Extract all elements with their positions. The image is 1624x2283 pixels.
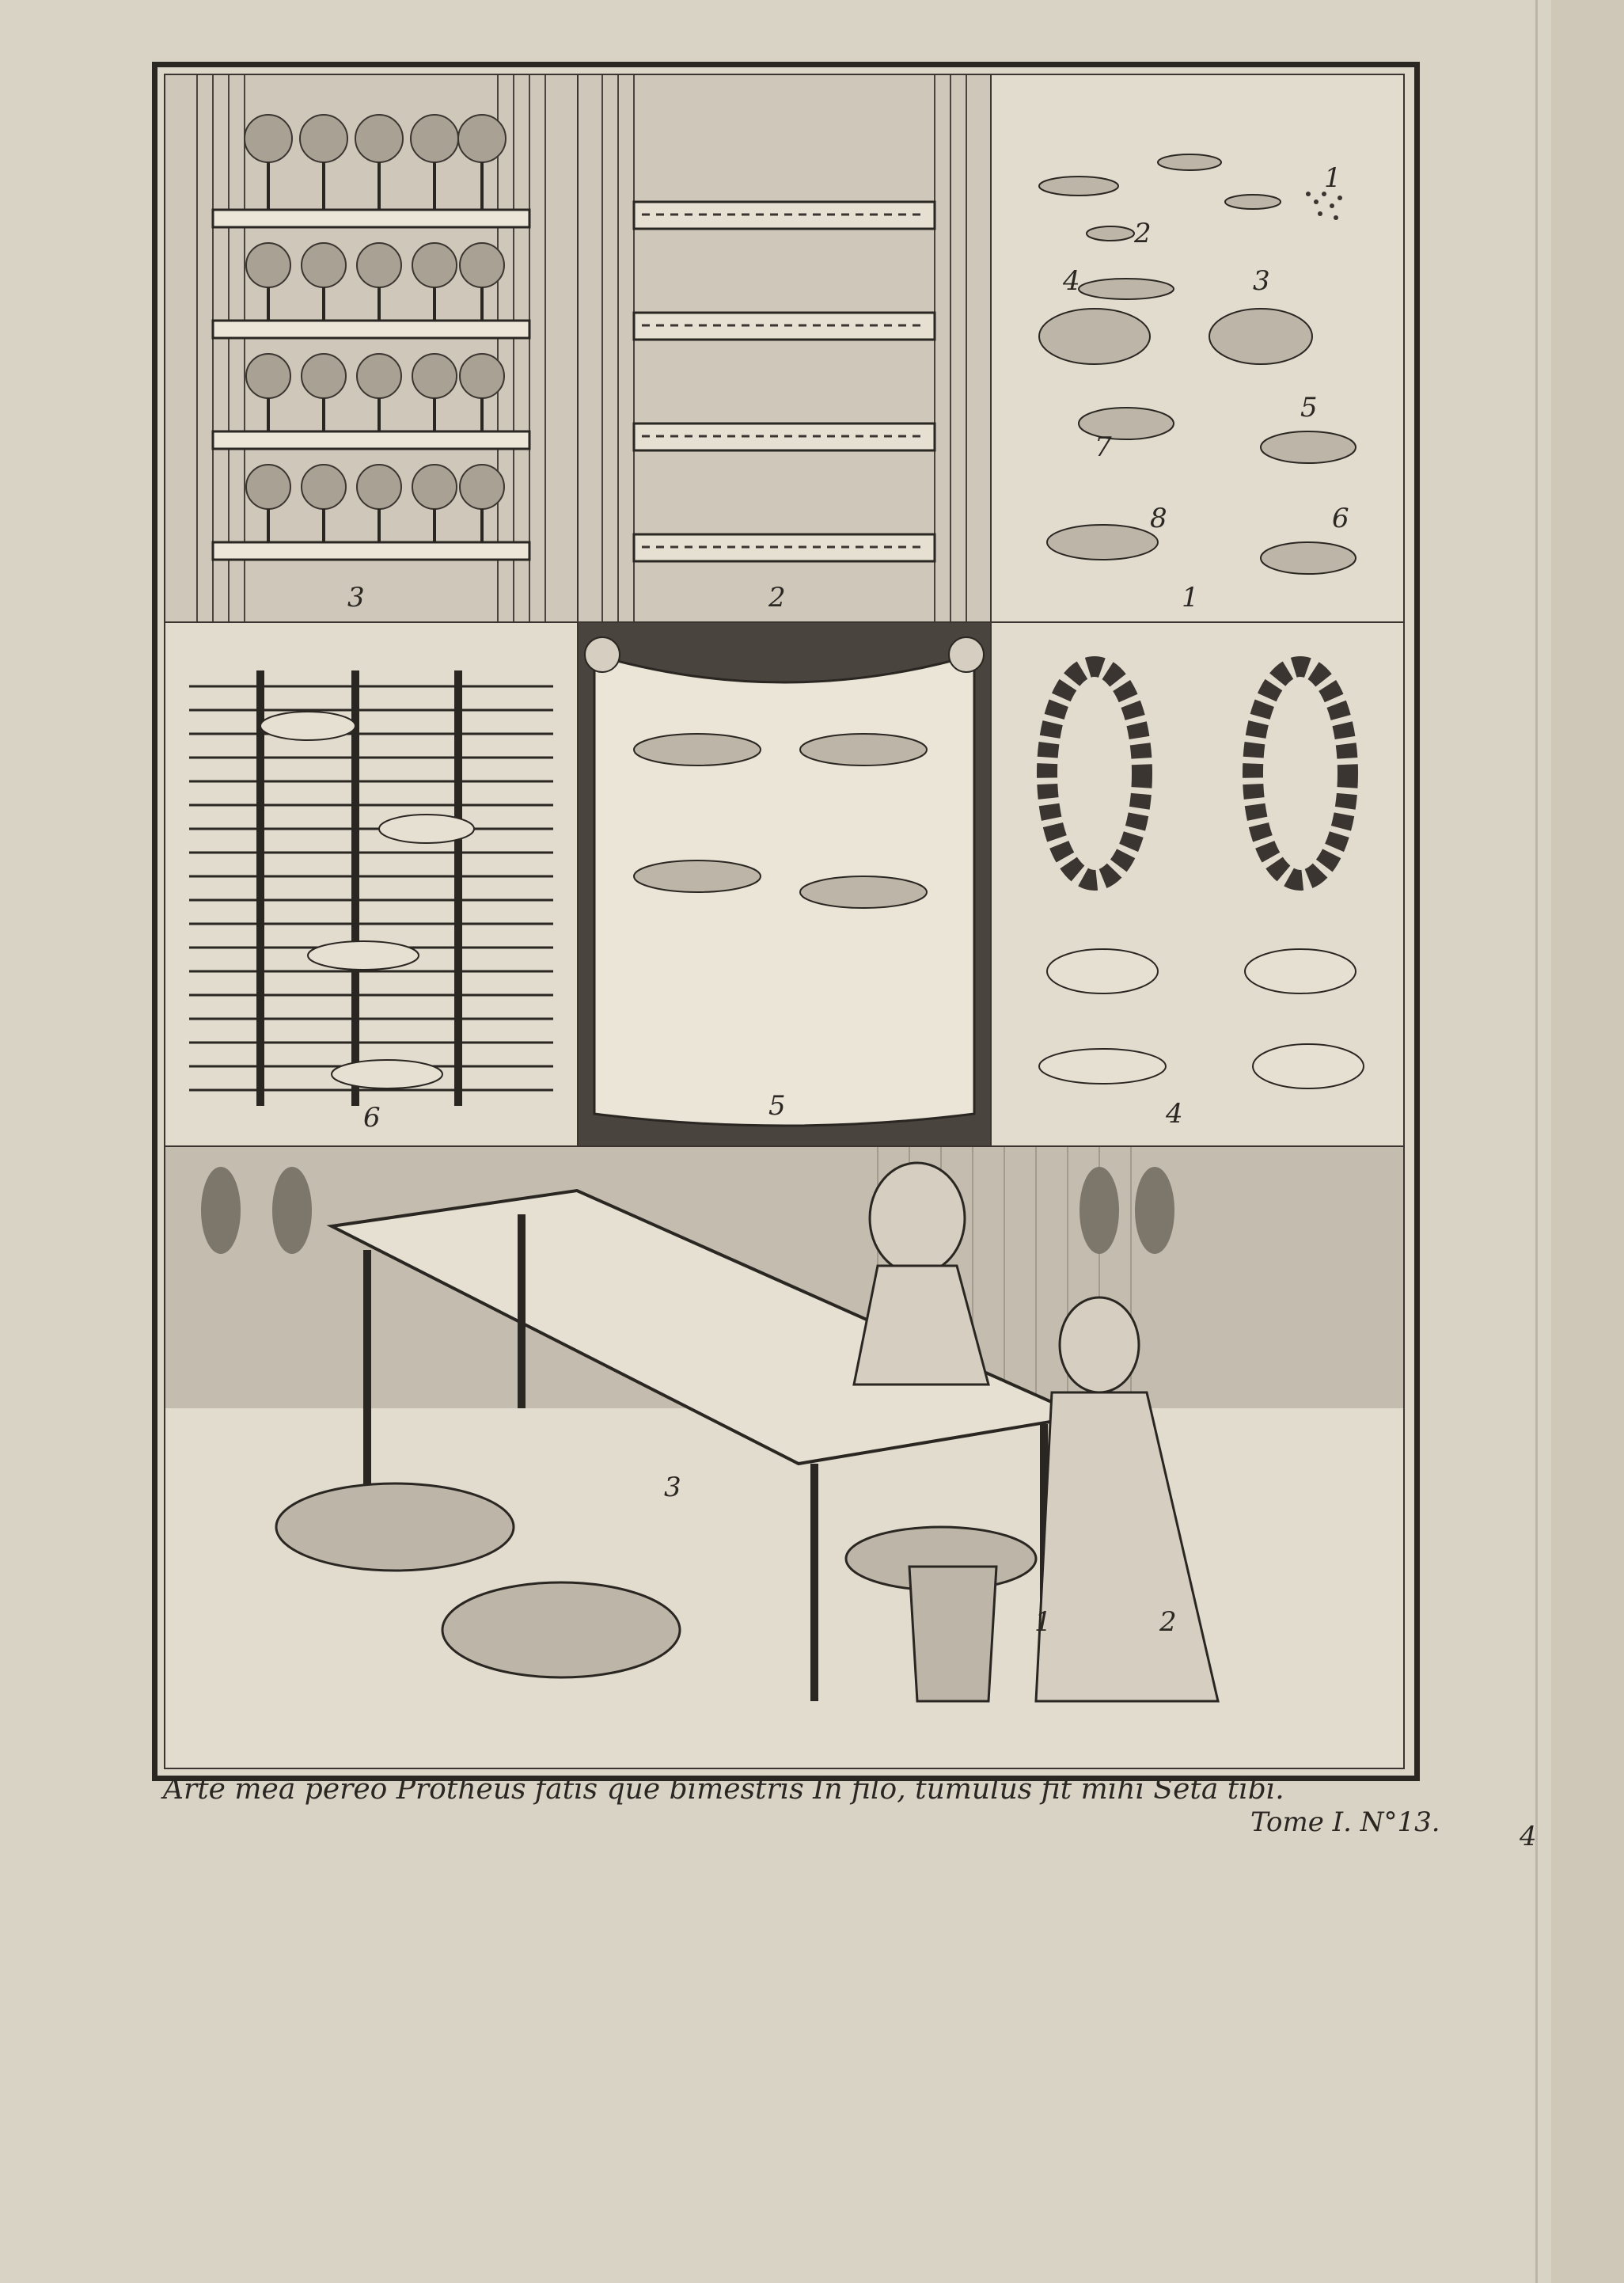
panel-moths-rack	[164, 621, 580, 1147]
cocoon-strings-illustration	[992, 623, 1403, 1145]
panel-number: 6	[363, 1102, 381, 1134]
plate-caption: Arte mea pereo Protheus fatis que bimestris In filo, tumulus fit mihi Seta tibi.	[163, 1773, 1284, 1806]
tome-number: Tome I. N°13.	[1250, 1806, 1440, 1838]
lifecycle-label-6: 6	[1332, 503, 1349, 534]
panel-number: 2	[768, 582, 786, 613]
reeling-scene-illustration	[165, 1147, 1403, 1768]
panel-number: 1	[1182, 582, 1199, 613]
shelves-branches-illustration	[165, 75, 579, 621]
lifecycle-label-8: 8	[1150, 503, 1167, 534]
panel-shelves-branches	[164, 74, 580, 623]
lifecycle-label-3: 3	[1253, 265, 1270, 297]
panel-cocoon-strings	[990, 621, 1405, 1147]
lifecycle-label-4: 4	[1063, 265, 1080, 297]
moths-cloth-illustration	[579, 623, 992, 1145]
panel-number: 4	[1166, 1098, 1183, 1130]
reeling-label-3: 3	[664, 1472, 681, 1503]
page-marker: 4	[1520, 1821, 1537, 1852]
reeling-label-1: 1	[1034, 1606, 1052, 1638]
binding-fold	[1535, 0, 1538, 2283]
panel-shelves-trays	[577, 74, 993, 623]
panel-lifecycle	[990, 74, 1405, 623]
lifecycle-label-1: 1	[1324, 162, 1341, 194]
lifecycle-label-7: 7	[1095, 431, 1112, 463]
lifecycle-illustration	[992, 75, 1403, 621]
panel-reeling-scene	[164, 1145, 1405, 1769]
panel-number: 5	[768, 1090, 786, 1122]
lifecycle-label-5: 5	[1300, 392, 1318, 424]
page-edge	[1551, 0, 1624, 2283]
lifecycle-label-2: 2	[1134, 218, 1152, 249]
panel-moths-cloth	[577, 621, 993, 1147]
plate-frame	[152, 62, 1420, 1781]
reeling-label-2: 2	[1159, 1606, 1177, 1638]
shelves-trays-illustration	[579, 75, 992, 621]
panel-number: 3	[347, 582, 365, 613]
moths-rack-illustration	[165, 623, 579, 1145]
